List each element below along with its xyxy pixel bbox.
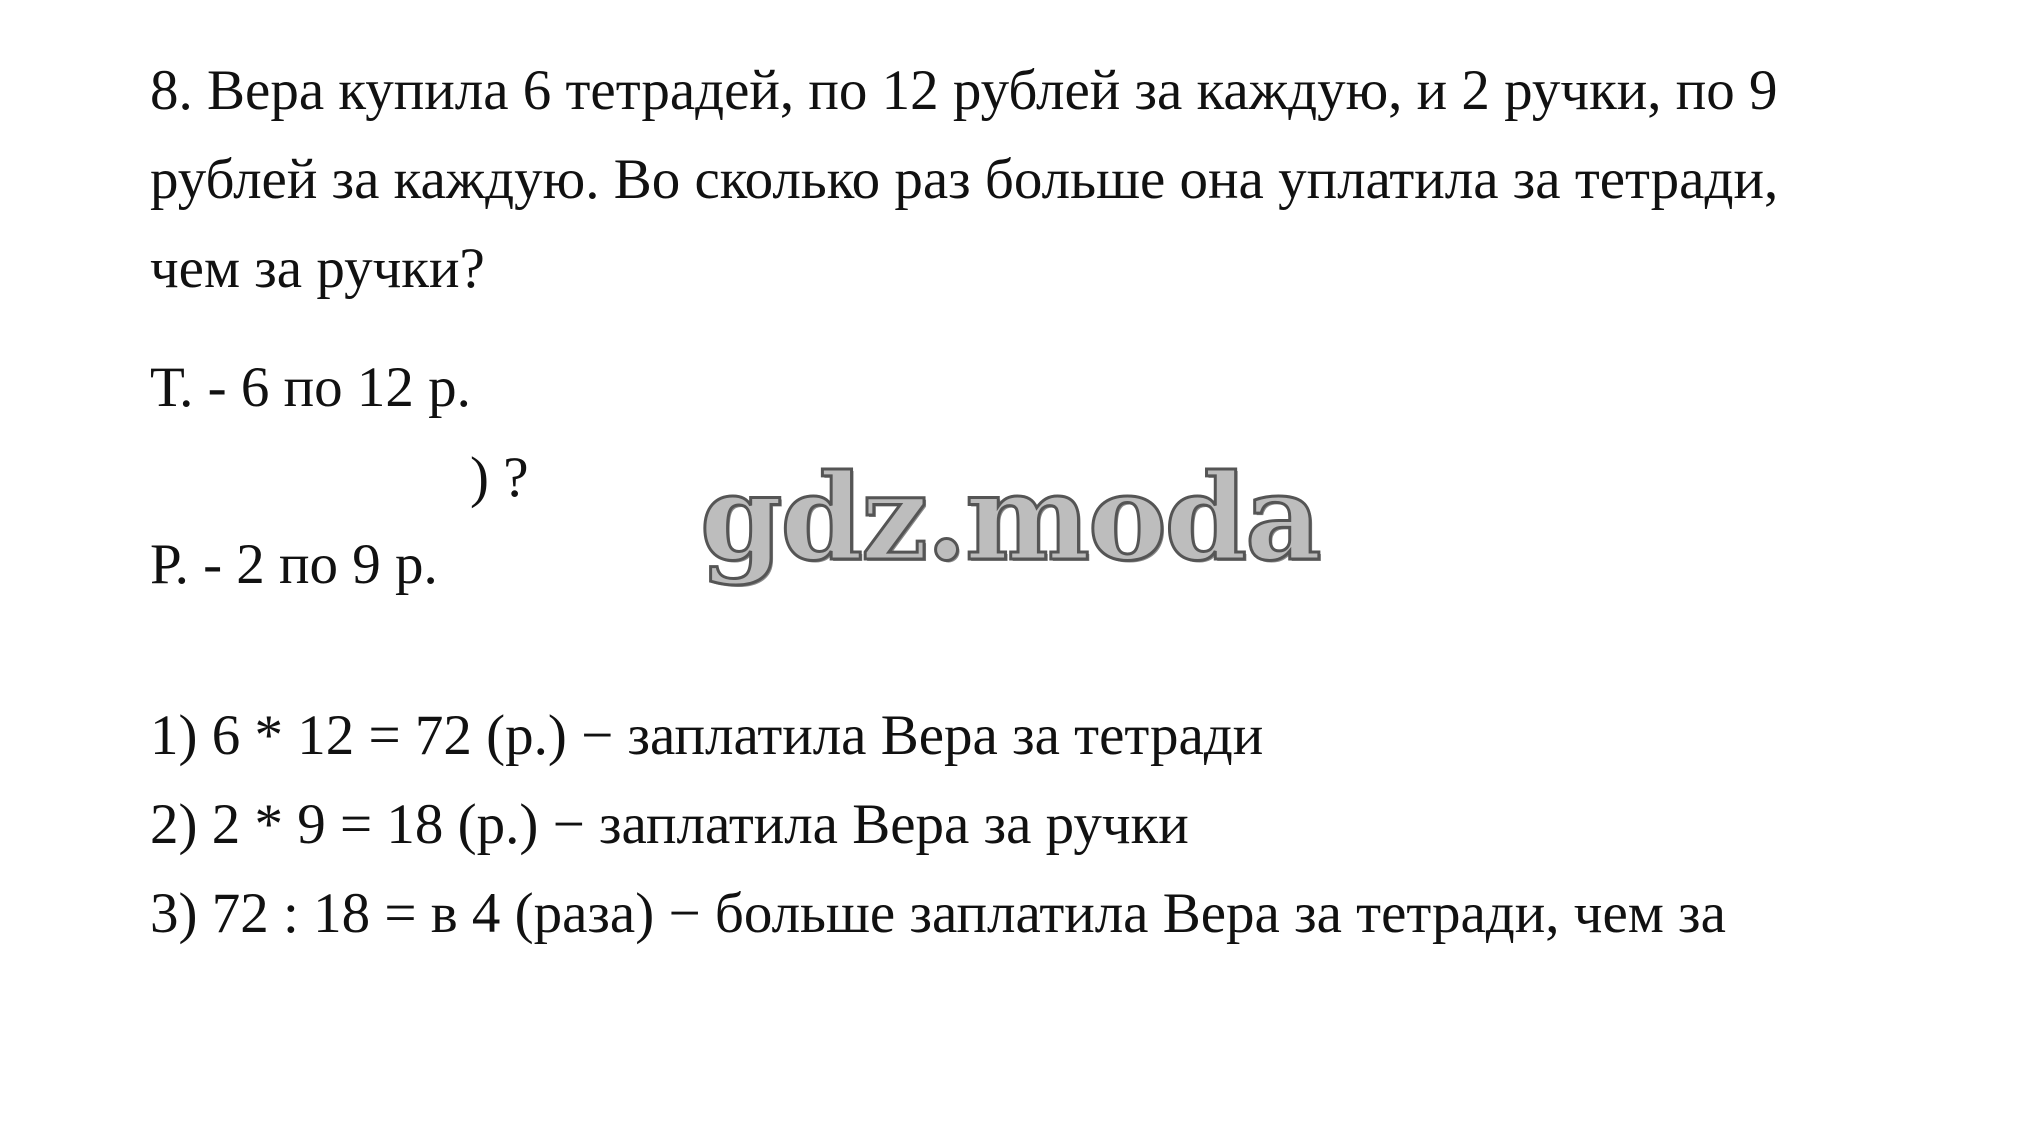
short-note-notebooks: Т. - 6 по 12 р. (150, 356, 471, 419)
problem-line-2: рублей за каждую. Во сколько раз больше она уплатила за тетради, (150, 148, 1779, 211)
short-note-pens: Р. - 2 по 9 р. (150, 533, 438, 596)
problem-line-1: 8. Вера купила 6 тетрадей, по 12 рублей за каждую, и 2 ручки, по 9 (150, 59, 1778, 122)
short-note-question: ) ? (470, 446, 529, 509)
watermark-logo: gdz.moda (700, 448, 1320, 587)
problem-line-3: чем за ручки? (150, 237, 485, 300)
solution-step-1: 1) 6 * 12 = 72 (р.) − заплатила Вера за тетради (150, 704, 1264, 767)
solution-step-2: 2) 2 * 9 = 18 (р.) − заплатила Вера за ручки (150, 793, 1189, 856)
solution-step-3: 3) 72 : 18 = в 4 (раза) − больше заплатила Вера за тетради, чем за (150, 882, 1726, 945)
